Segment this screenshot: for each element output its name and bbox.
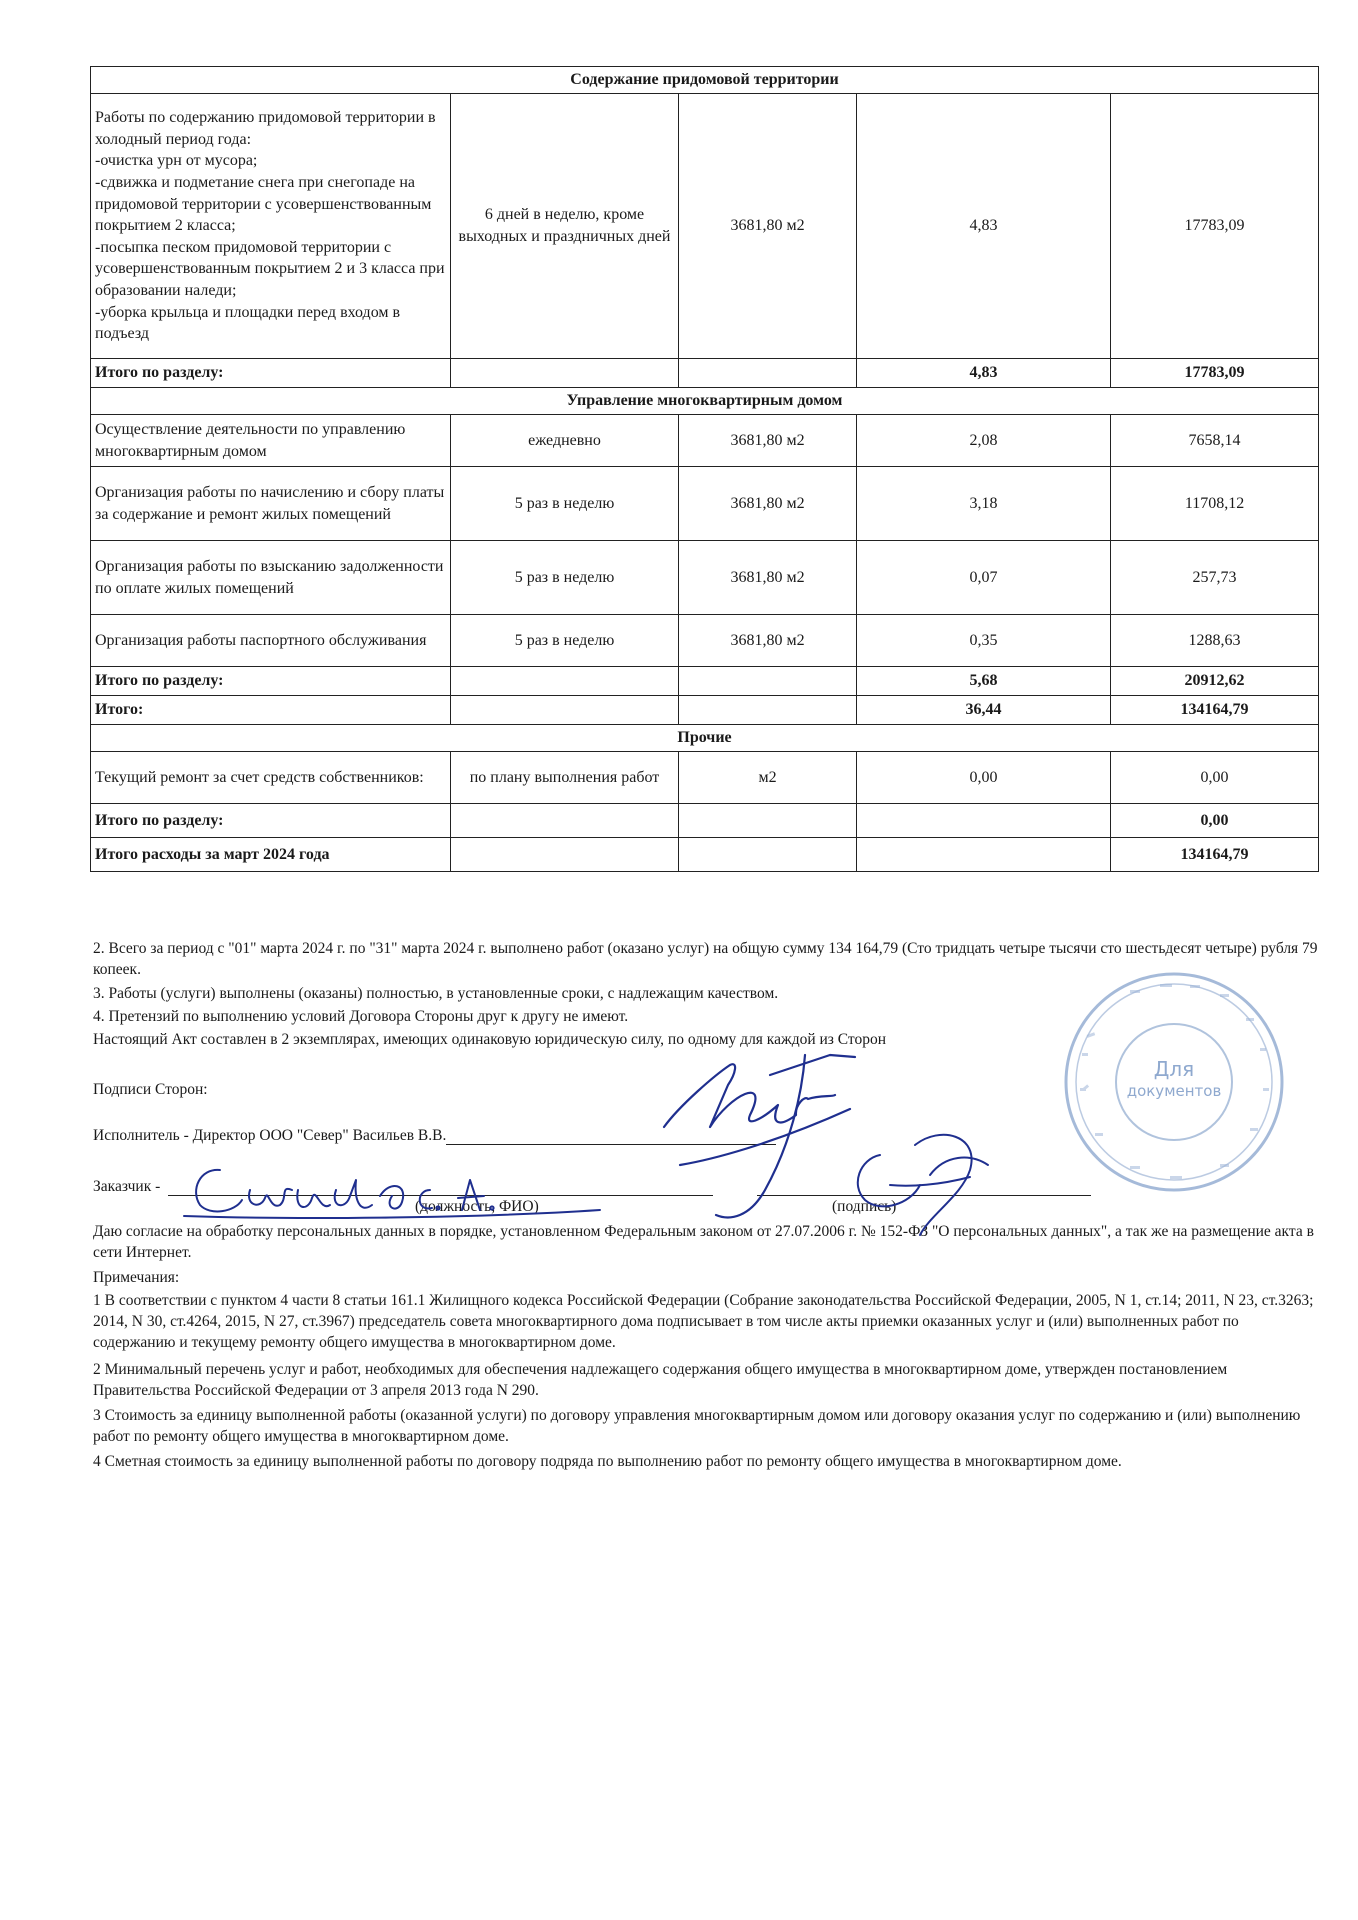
work-area: 3681,80 м2 [679,415,857,467]
empty-cell [451,696,679,725]
section-title: Прочие [91,725,1319,752]
work-rate: 0,35 [857,615,1111,667]
empty-cell [451,359,679,388]
work-description: Организация работы паспортного обслуживания [91,615,451,667]
section-header-row [91,725,1319,752]
section-title: Содержание придомовой территории [91,67,1319,94]
empty-cell [679,667,857,696]
work-rate: 4,83 [857,94,1111,359]
work-area: 3681,80 м2 [679,541,857,615]
empty-cell [679,838,857,872]
notes-heading: Примечания: [93,1269,180,1286]
empty-cell [679,359,857,388]
final-total-amount: 134164,79 [1111,838,1319,872]
work-description: Осуществление деятельности по управлению многоквартирным домом [91,415,451,467]
signatures-heading: Подписи Сторон: [93,1081,208,1098]
table-row [91,615,1319,667]
empty-cell [451,838,679,872]
stamp-text-top: Для [1153,1057,1195,1081]
services-table [90,66,1319,872]
grand-total-rate: 36,44 [857,696,1111,725]
executor-label: Исполнитель - Директор ООО "Север" Васильев В.В. [93,1127,447,1144]
work-description: Организация работы по начислению и сбору платы за содержание и ремонт жилых помещений [91,467,451,541]
empty-cell [679,804,857,838]
work-frequency: 5 раз в неделю [451,467,679,541]
work-description: Работы по содержанию придомовой территории в холодный период года: -очистка урн от мусора; -сдвижка и подметание снега при снегопаде на придомовой территории с усовершенствованным покрытием 2 класса; -посыпка песком придомовой территории с усовершенствованным покрытием 2 и 3 класса при образовании наледи; -уборка крыльца и площадки перед входом в подъезд [91,94,451,359]
total-amount: 0,00 [1111,804,1319,838]
work-amount: 257,73 [1111,541,1319,615]
table-row [91,415,1319,467]
total-amount: 17783,09 [1111,359,1319,388]
paragraph-total-sum: 2. Всего за период с "01" марта 2024 г. по "31" марта 2024 г. выполнено работ (оказано услуг) на общую сумму 134 164,79 (Сто тридцать четыре тысячи сто шестьдесят четыре) рубля 79 копеек. [93,940,1318,978]
work-description: Организация работы по взысканию задолженности по оплате жилых помещений [91,541,451,615]
work-frequency: по плану выполнения работ [451,752,679,804]
total-label: Итого по разделу: [91,359,451,388]
final-total-row [91,838,1319,872]
total-amount: 20912,62 [1111,667,1319,696]
note-2: 2 Минимальный перечень услуг и работ, необходимых для обеспечения надлежащего содержания общего имущества в многоквартирном доме, утвержден постановлением Правительства Российской Федерации от 3 апреля 2013 года N 290. [93,1361,1228,1399]
customer-label: Заказчик - [93,1178,161,1195]
empty-cell [451,667,679,696]
total-rate: 4,83 [857,359,1111,388]
paragraph-quality: 3. Работы (услуги) выполнены (оказаны) полностью, в установленные сроки, с надлежащим качеством. [93,985,779,1002]
section-total-row [91,359,1319,388]
section-header-row [91,67,1319,94]
total-rate: 5,68 [857,667,1111,696]
consent-text: Даю согласие на обработку персональных данных в порядке, установленном Федеральным законом от 27.07.2006 г. № 152-ФЗ "О персональных данных", а так же на размещение акта в сети Интернет. [93,1223,1314,1261]
work-frequency: 5 раз в неделю [451,541,679,615]
note-3: 3 Стоимость за единицу выполненной работы (оказанной услуги) по договору управления многоквартирным домом или договору оказания услуг по содержанию и (или) выполнению работ по ремонту общего имущества в многоквартирном доме. [93,1407,1301,1445]
empty-cell [857,804,1111,838]
grand-total-row [91,696,1319,725]
work-amount: 1288,63 [1111,615,1319,667]
work-frequency: 6 дней в неделю, кроме выходных и праздничных дней [451,94,679,359]
work-description: Текущий ремонт за счет средств собственников: [91,752,451,804]
work-amount: 0,00 [1111,752,1319,804]
table-row [91,94,1319,359]
work-frequency: 5 раз в неделю [451,615,679,667]
work-rate: 0,07 [857,541,1111,615]
customer-handwritten-name [180,1150,620,1230]
section-total-row [91,804,1319,838]
work-amount: 17783,09 [1111,94,1319,359]
work-amount: 7658,14 [1111,415,1319,467]
note-1: 1 В соответствии с пунктом 4 части 8 статьи 161.1 Жилищного кодекса Российской Федерации (Собрание законодательства Российской Федерации, 2005, N 1, ст.14; 2011, N 23, ст.3263; 2014, N 30, ст.4264, 2015, N 27, ст.3967) председатель совета многоквартирного дома подписывает в том числе акты приемки оказанных услуг и (или) выполненных работ по содержанию и текущему ремонту общего имущества в многоквартирном доме. [93,1292,1314,1351]
stamp-text-bottom: документов [1126,1082,1222,1100]
table-row [91,541,1319,615]
work-rate: 3,18 [857,467,1111,541]
work-frequency: ежедневно [451,415,679,467]
section-total-row [91,667,1319,696]
empty-cell [857,838,1111,872]
paragraph-copies: Настоящий Акт составлен в 2 экземплярах, имеющих одинаковую юридическую силу, по одному для каждой из Сторон [93,1031,887,1048]
grand-total-label: Итого: [91,696,451,725]
final-total-label: Итого расходы за март 2024 года [91,838,451,872]
section-header-row [91,388,1319,415]
work-area: 3681,80 м2 [679,94,857,359]
total-label: Итого по разделу: [91,667,451,696]
table-row [91,752,1319,804]
section-title: Управление многоквартирным домом [91,388,1319,415]
position-caption: (должность, ФИО) [415,1198,539,1215]
grand-total-amount: 134164,79 [1111,696,1319,725]
company-stamp [1060,968,1288,1196]
signature-caption: (подпись) [832,1198,897,1215]
customer-signature [820,1115,1010,1245]
work-area: 3681,80 м2 [679,467,857,541]
note-4: 4 Сметная стоимость за единицу выполненной работы по договору подряда по выполнению работ по ремонту общего имущества в многоквартирном доме. [93,1453,1122,1470]
work-rate: 0,00 [857,752,1111,804]
work-rate: 2,08 [857,415,1111,467]
work-area: м2 [679,752,857,804]
table-row [91,467,1319,541]
paragraph-no-claims: 4. Претензий по выполнению условий Договора Стороны друг к другу не имеют. [93,1008,629,1025]
empty-cell [451,804,679,838]
work-area: 3681,80 м2 [679,615,857,667]
total-label: Итого по разделу: [91,804,451,838]
empty-cell [679,696,857,725]
work-amount: 11708,12 [1111,467,1319,541]
